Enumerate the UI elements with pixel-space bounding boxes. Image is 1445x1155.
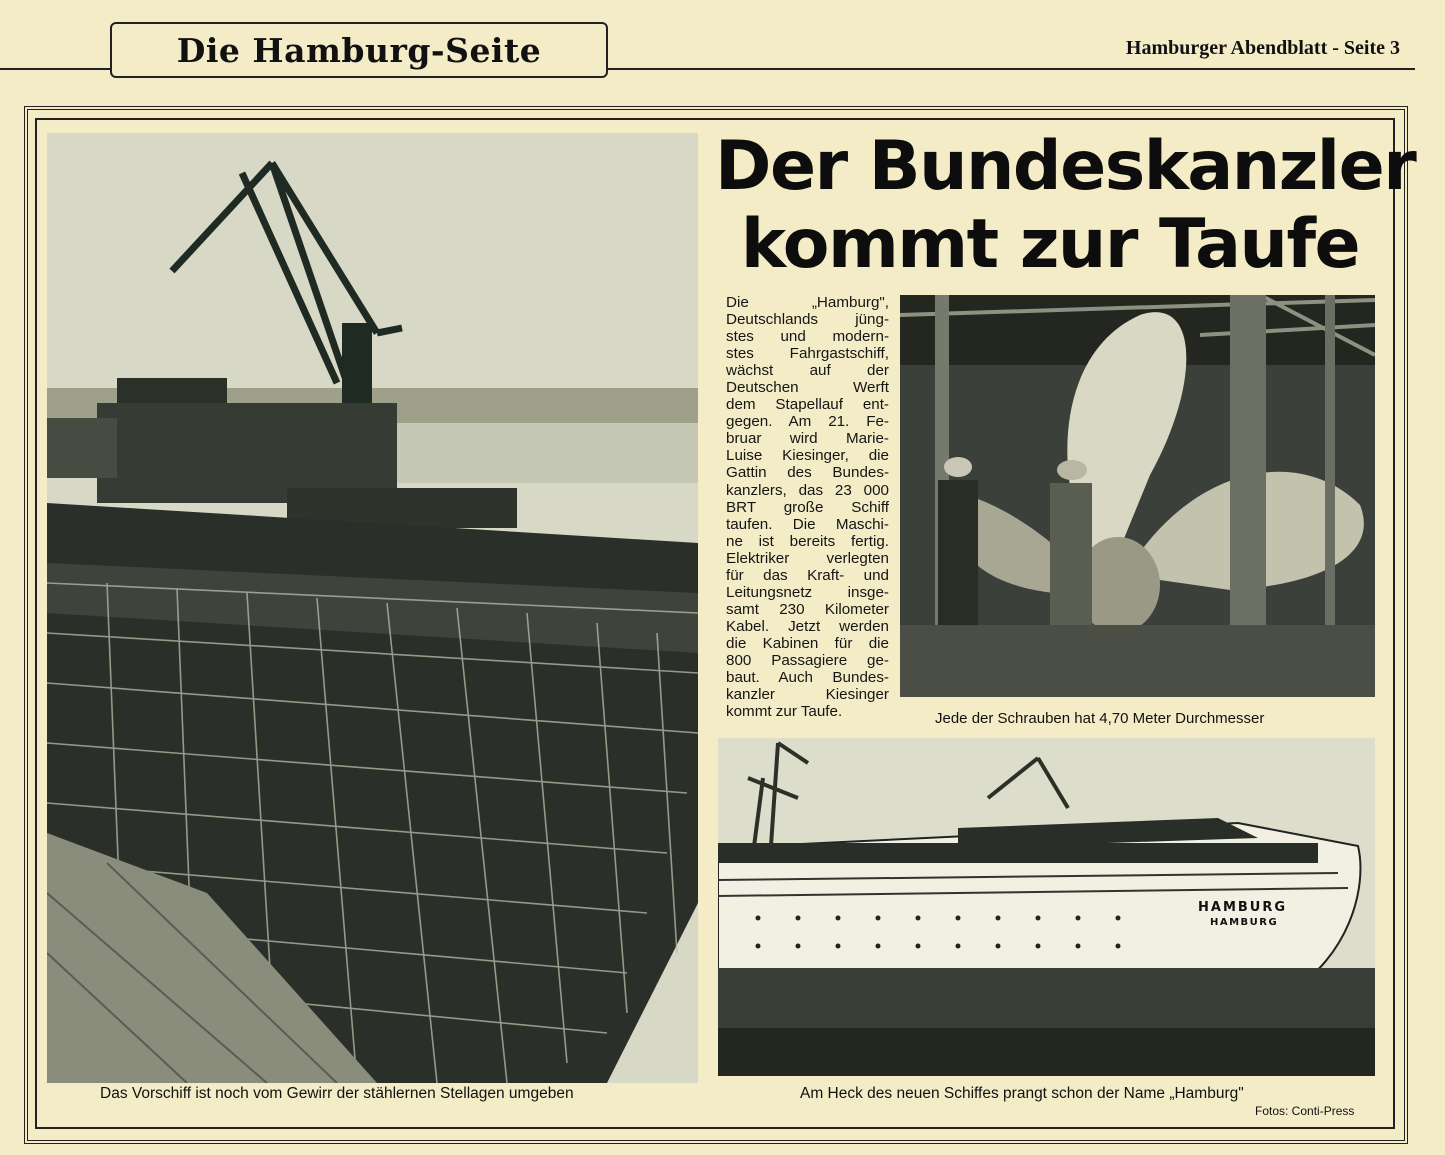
body-line: Luise Kiesinger, die (726, 447, 889, 465)
body-line: wächst auf der (726, 362, 889, 380)
body-line: samt 230 Kilometer (726, 600, 889, 618)
photo-credit: Fotos: Conti-Press (1255, 1104, 1355, 1118)
body-line: kanzlers, das 23 000 (726, 481, 889, 499)
caption-propeller: Jede der Schrauben hat 4,70 Meter Durchmesser (935, 710, 1265, 727)
body-line: baut. Auch Bundes- (726, 669, 889, 687)
body-line: für das Kraft- und (726, 566, 889, 584)
body-line: gegen. Am 21. Fe- (726, 413, 889, 431)
body-line: Deutschlands jüng- (726, 311, 889, 329)
section-title: Die Hamburg-Seite (176, 30, 542, 70)
body-line: Elektriker verlegten (726, 549, 889, 567)
section-title-box (110, 22, 608, 78)
body-line: die Kabinen für die (726, 634, 889, 652)
hull-name: HAMBURG (1198, 900, 1288, 915)
photo-propeller (900, 295, 1375, 697)
body-line: Kabel. Jetzt werden (726, 617, 889, 635)
headline-line-1: Der Bundeskanzler (715, 127, 1416, 206)
hull-home-port: HAMBURG (1210, 917, 1279, 928)
headline-line-2: kommt zur Taufe (740, 205, 1360, 284)
page-reference: Hamburger Abendblatt - Seite 3 (1125, 37, 1400, 59)
body-line: ne ist bereits fertig. (726, 532, 889, 550)
body-line: 800 Passagiere ge- (726, 651, 889, 669)
body-line: stes und modern- (726, 328, 889, 346)
body-line: BRT große Schiff (726, 498, 889, 516)
body-line: stes Fahrgastschiff, (726, 345, 889, 363)
body-line: Gattin des Bundes- (726, 464, 889, 482)
headline (715, 127, 1416, 284)
article-body (726, 294, 889, 720)
body-line: Leitungsnetz insge- (726, 583, 889, 601)
body-line: bruar wird Marie- (726, 430, 889, 448)
body-line: Die „Hamburg", (726, 294, 889, 311)
caption-stern: Am Heck des neuen Schiffes prangt schon der Name „Hamburg" (800, 1085, 1244, 1102)
body-line: Deutschen Werft (726, 379, 889, 397)
body-line: kommt zur Taufe. (726, 703, 843, 721)
body-line: dem Stapellauf ent- (726, 396, 889, 414)
caption-bow: Das Vorschiff ist noch vom Gewirr der stählernen Stellagen umgeben (100, 1085, 574, 1102)
body-line: kanzler Kiesinger (726, 686, 889, 704)
photo-stern (718, 738, 1375, 1076)
body-line: taufen. Die Maschi- (726, 515, 889, 533)
photo-bow-scaffolding (47, 133, 698, 1083)
